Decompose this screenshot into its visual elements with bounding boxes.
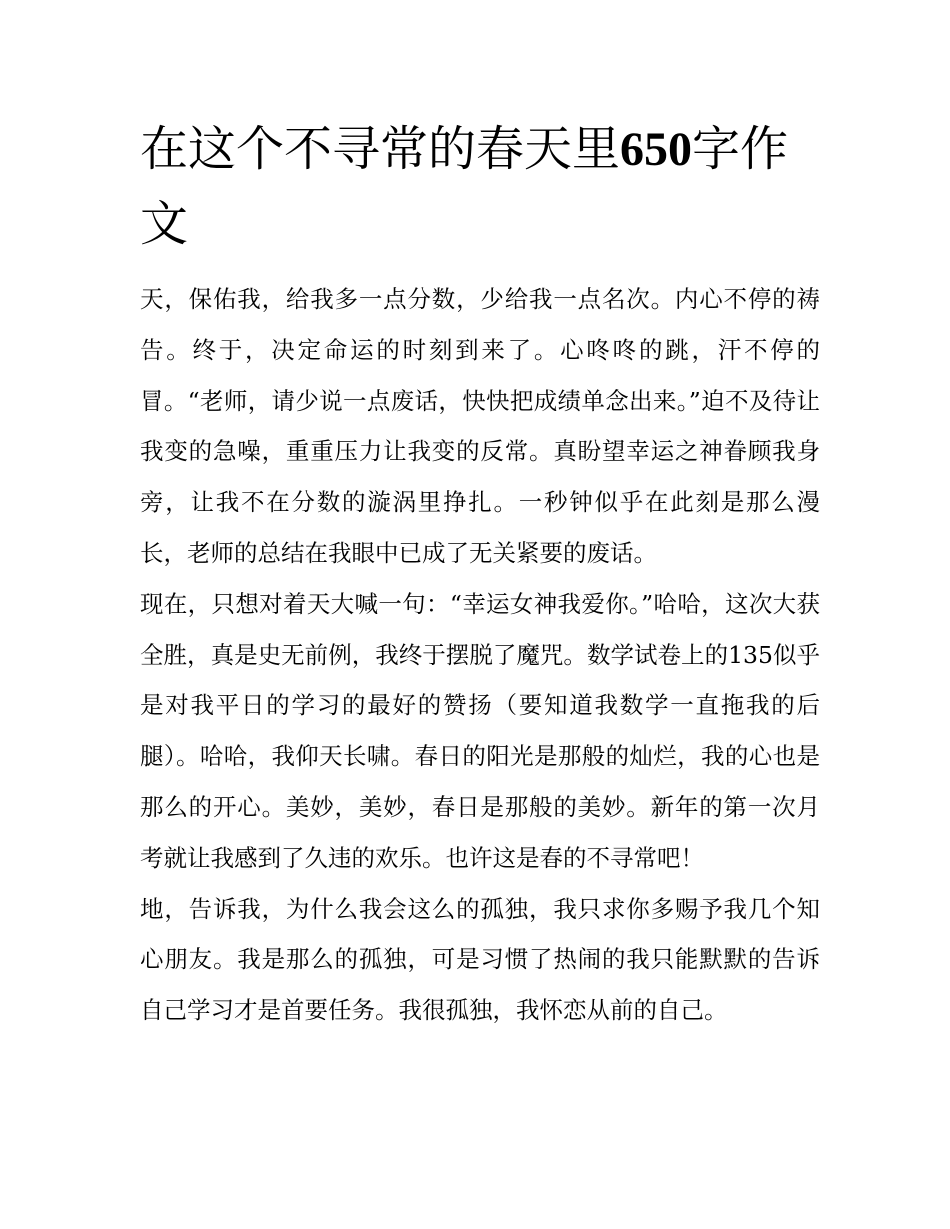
paragraph-3: 地，告诉我，为什么我会这么的孤独，我只求你多赐予我几个知心朋友。我是那么的孤独，可是习惯了热闹的我只能默默的告诉自己学习才是首要任务。我很孤独，我怀恋从前的自己。 — [140, 894, 820, 1025]
paragraph-2: 现在，只想对着天大喊一句：“幸运女神我爱你。”哈哈，这次大获全胜，真是史无前例，我终于摆脱了魔咒。数学试卷上的135似乎是对我平日的学习的最好的赞扬（要知道我数学一直拖我的后腿）。哈哈，我仰天长啸。春日的阳光是那般的灿烂，我的心也是那么的开心。美妙，美妙，春日是那般的美妙。新年的第一次月考就让我感到了久违的欢乐。也许这是春的不寻常吧！ — [140, 589, 820, 872]
title-text-part1: 在这个不寻常的春天里 — [140, 121, 621, 177]
title-text-part2: 字作文 — [140, 121, 789, 252]
document-body — [140, 274, 820, 1036]
paragraph-1: 天，保佑我，给我多一点分数，少给我一点名次。内心不停的祷告。终于，决定命运的时刻到来了。心咚咚的跳，汗不停的冒。“老师，请少说一点废话，快快把成绩单念出来。”迫不及待让我变的急噪，重重压力让我变的反常。真盼望幸运之神眷顾我身旁，让我不在分数的漩涡里挣扎。一秒钟似乎在此刻是那么漫长，老师的总结在我眼中已成了无关紧要的废话。 — [140, 285, 820, 567]
document-title — [140, 112, 820, 262]
title-number: 650 — [620, 123, 693, 176]
